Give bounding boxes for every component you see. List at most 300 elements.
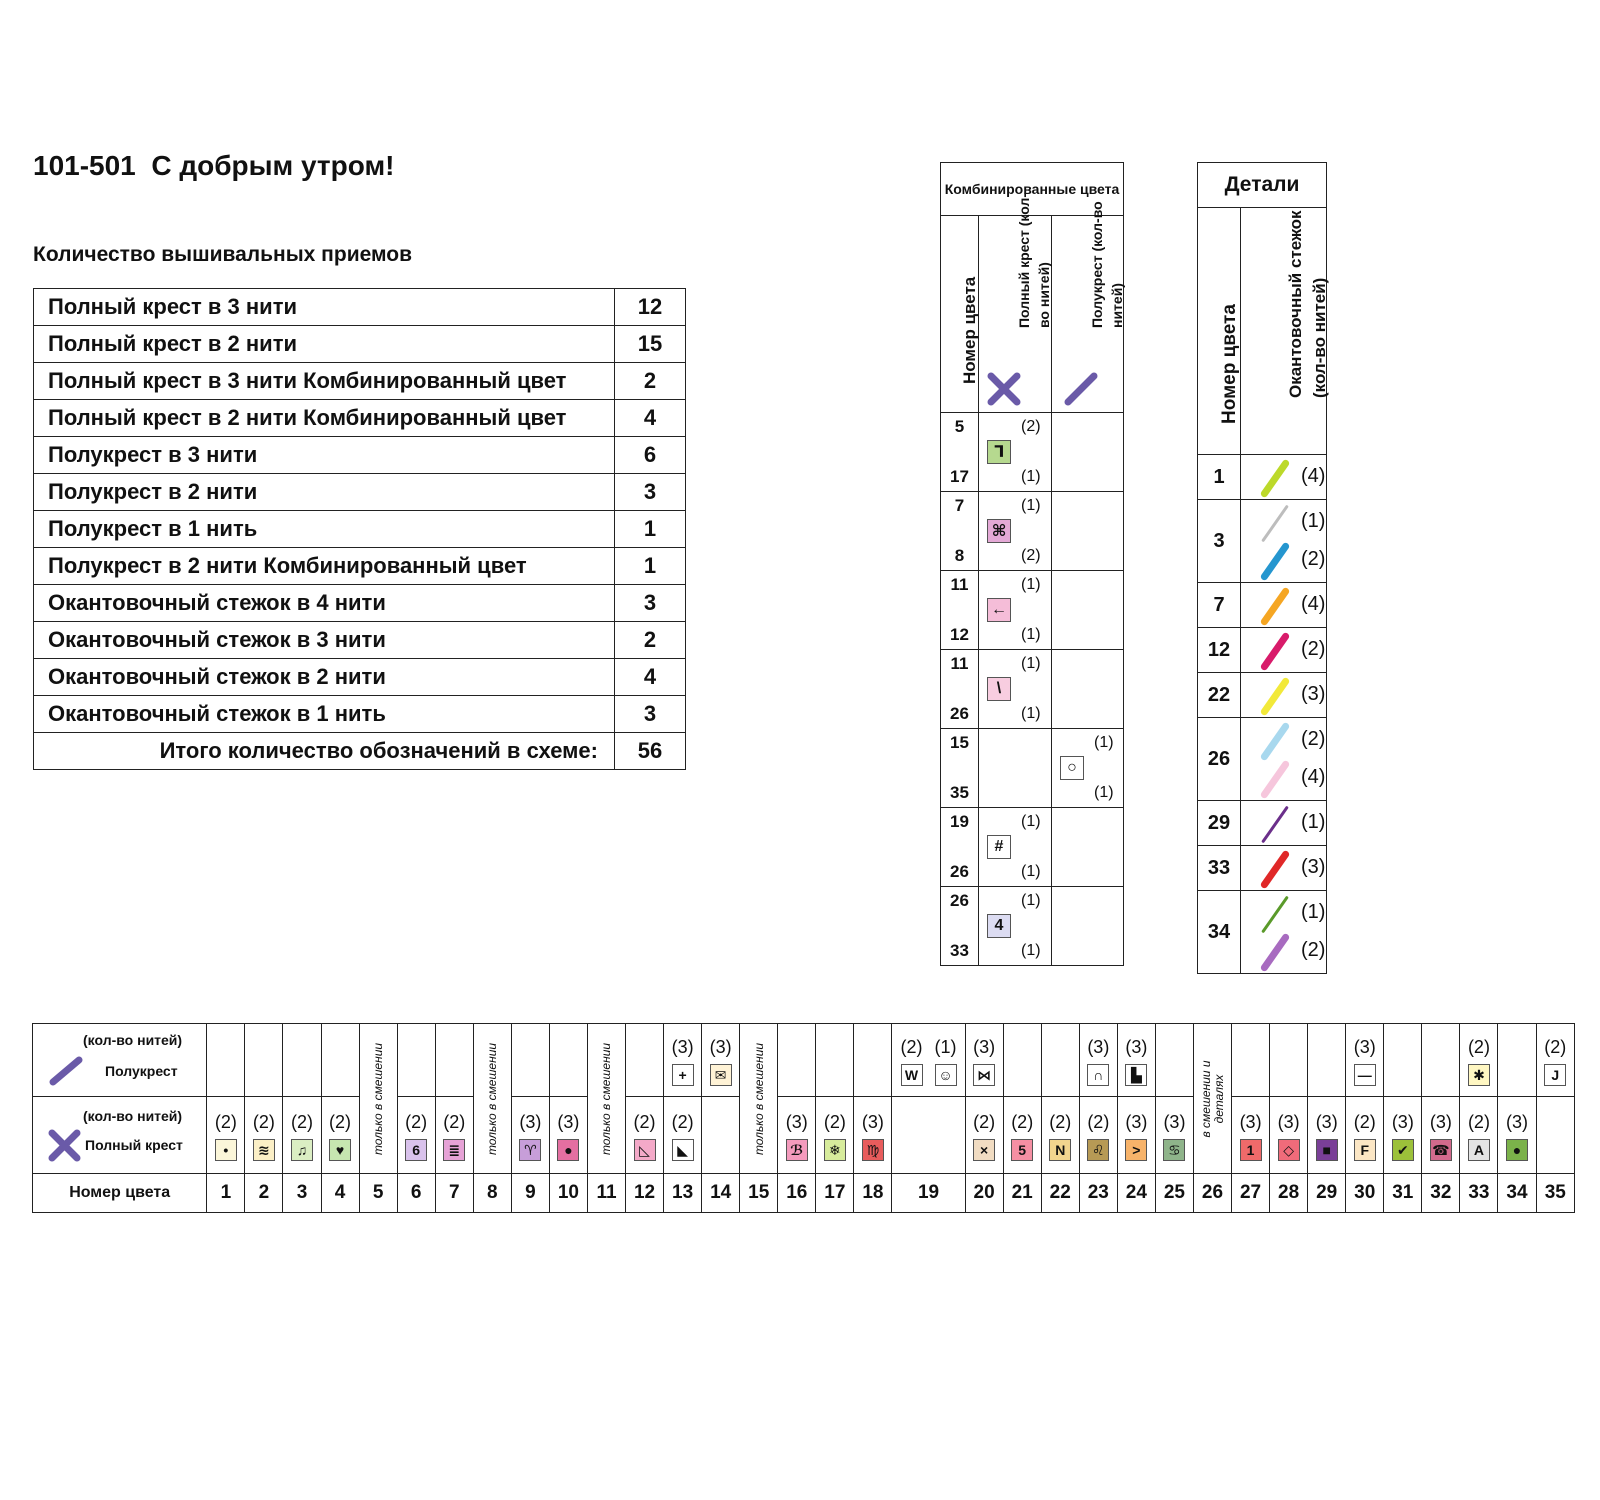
total-row [34, 733, 686, 770]
combo-color-a: 7 [954, 496, 965, 515]
count-value: 12 [615, 289, 686, 326]
color-symbol: ∩ [1087, 1064, 1109, 1086]
color-symbol: × [973, 1139, 995, 1161]
details-row [1198, 583, 1327, 628]
color-symbol: ✔ [1392, 1139, 1414, 1161]
full-cross-icon [47, 1128, 83, 1162]
color-number: 22 [1041, 1174, 1079, 1213]
thread-count: (3) [1125, 1037, 1148, 1057]
full-cross-cell [1270, 1097, 1308, 1174]
stitch-swatch [1260, 932, 1291, 972]
thread-count: (2) [290, 1112, 313, 1132]
color-number: 1 [207, 1174, 245, 1213]
combo-row [941, 413, 1124, 492]
thread-count: (3) [557, 1112, 580, 1132]
combo-symbol: # [987, 835, 1011, 859]
color-number: 4 [321, 1174, 359, 1213]
mix-note: только в смешении [371, 1042, 386, 1155]
half-cross-cell [1155, 1024, 1193, 1097]
count-label: Полный крест в 2 нити [34, 326, 615, 363]
thread-count: (2) [252, 1112, 275, 1132]
stitch-line [1241, 721, 1326, 759]
thread-count: (2) [823, 1112, 846, 1132]
stitch-swatch [1260, 676, 1291, 716]
count-row [34, 437, 686, 474]
count-value: 15 [615, 326, 686, 363]
thread-count: (2) [671, 1112, 694, 1132]
stitch-line [1241, 458, 1326, 496]
color-symbol: ♈ [519, 1139, 541, 1161]
half-cross-cell [283, 1024, 321, 1097]
full-cross-cell [549, 1097, 587, 1174]
stitch-count: (4) [1301, 766, 1326, 788]
count-label: Полный крест в 3 нити Комбинированный цвет [34, 363, 615, 400]
half-cross-cell [778, 1024, 816, 1097]
stitch-line [1241, 676, 1326, 714]
combo-color-a: 5 [954, 417, 965, 436]
details-row [1198, 718, 1327, 801]
stitch-line [1241, 759, 1326, 797]
full-cross-cell [1155, 1097, 1193, 1174]
color-number: 24 [1117, 1174, 1155, 1213]
count-label: Окантовочный стежок в 4 нити [34, 585, 615, 622]
color-symbol: > [1125, 1139, 1147, 1161]
stitch-line [1241, 894, 1326, 932]
combo-color-b: 12 [950, 625, 969, 644]
color-number-label: Номер цвета [33, 1174, 207, 1213]
combo-color-b: 17 [950, 467, 969, 486]
thread-count: (2) [1087, 1112, 1110, 1132]
half-cross-cell [1003, 1024, 1041, 1097]
thread-count: (3) [671, 1037, 694, 1057]
combo-row [941, 571, 1124, 650]
full-cross-cell [892, 1097, 965, 1174]
stitch-swatch [1260, 458, 1291, 498]
half-cross-cell [1079, 1024, 1117, 1097]
color-number: 30 [1346, 1174, 1384, 1213]
color-number: 25 [1155, 1174, 1193, 1213]
count-row [34, 326, 686, 363]
color-symbol: ≋ [253, 1139, 275, 1161]
page-title: 101-501 С добрым утром! [33, 150, 395, 181]
stitch-count: (2) [1301, 548, 1326, 570]
count-label: Полукрест в 2 нити [34, 474, 615, 511]
details-color-number: 22 [1198, 673, 1241, 718]
half-cross-cell [207, 1024, 245, 1097]
stitch-line [1241, 804, 1326, 842]
half-cross-cell [1422, 1024, 1460, 1097]
details-table [1197, 162, 1327, 974]
combo-count-b: (1) [1021, 863, 1041, 880]
color-symbol: ♋ [1163, 1139, 1185, 1161]
full-cross-cell [1346, 1097, 1384, 1174]
count-row [34, 585, 686, 622]
stitch-swatch [1260, 849, 1291, 889]
color-number: 6 [397, 1174, 435, 1213]
count-label: Полный крест в 2 нити Комбинированный цвет [34, 400, 615, 437]
half-cross-cell [321, 1024, 359, 1097]
color-number: 9 [511, 1174, 549, 1213]
color-symbol: ♍ [862, 1139, 884, 1161]
stitch-swatch [1260, 721, 1291, 761]
half-cross-cell [1270, 1024, 1308, 1097]
half-cross-cell [626, 1024, 664, 1097]
stitch-count: (3) [1301, 683, 1326, 705]
stitch-count: (1) [1301, 510, 1326, 532]
details-color-number: 34 [1198, 891, 1241, 974]
color-number: 26 [1193, 1174, 1231, 1213]
combo-count-a: (1) [1021, 576, 1041, 593]
thread-count: (3) [1315, 1112, 1338, 1132]
count-row [34, 511, 686, 548]
half-cross-cell [1536, 1024, 1574, 1097]
color-symbol: 1 [1240, 1139, 1262, 1161]
combo-symbol: ⌘ [987, 519, 1011, 543]
color-number: 8 [473, 1174, 511, 1213]
combo-symbol: ← [987, 598, 1011, 622]
combo-color-b: 26 [950, 862, 969, 881]
thread-count: (3) [785, 1112, 808, 1132]
half-cross-cell [1308, 1024, 1346, 1097]
count-row [34, 363, 686, 400]
stitch-count: (1) [1301, 811, 1326, 833]
half-cross-cell [1232, 1024, 1270, 1097]
count-label: Полукрест в 3 нити [34, 437, 615, 474]
color-symbol: ≣ [443, 1139, 465, 1161]
color-number: 35 [1536, 1174, 1574, 1213]
stitch-swatch [1260, 586, 1291, 626]
color-symbol: N [1049, 1139, 1071, 1161]
thread-count: (2) [214, 1112, 237, 1132]
stitch-count: (4) [1301, 593, 1326, 615]
count-value: 2 [615, 363, 686, 400]
details-color-number: 3 [1198, 500, 1241, 583]
count-row [34, 289, 686, 326]
stitch-swatch [1260, 541, 1291, 581]
full-cross-cell [965, 1097, 1003, 1174]
color-symbol: — [1354, 1064, 1376, 1086]
color-symbol: + [672, 1064, 694, 1086]
full-cross-cell [511, 1097, 549, 1174]
combo-count-b: (1) [1094, 784, 1114, 801]
full-cross-cell [397, 1097, 435, 1174]
full-cross-cell [1003, 1097, 1041, 1174]
details-row [1198, 500, 1327, 583]
details-color-number: 33 [1198, 846, 1241, 891]
count-value: 3 [615, 696, 686, 733]
half-cross-cell [511, 1024, 549, 1097]
count-value: 3 [615, 585, 686, 622]
thread-count: (3) [1163, 1112, 1186, 1132]
combo-count-b: (1) [1021, 705, 1041, 722]
count-row [34, 474, 686, 511]
thread-count: (2) [443, 1112, 466, 1132]
counts-heading: Количество вышивальных приемов [33, 243, 412, 266]
thread-count: (2) [405, 1112, 428, 1132]
combo-color-a: 11 [950, 654, 969, 673]
thread-count: (2) [1467, 1037, 1490, 1057]
combo-symbol: \ [987, 677, 1011, 701]
stitch-count: (1) [1301, 901, 1326, 923]
combo-row [941, 650, 1124, 729]
color-symbol: W [901, 1064, 923, 1086]
combo-color-b: 33 [950, 941, 969, 960]
combo-count-b: (1) [1021, 942, 1041, 959]
full-cross-cell [1232, 1097, 1270, 1174]
count-label: Полукрест в 1 нить [34, 511, 615, 548]
count-value: 1 [615, 511, 686, 548]
thread-count: (1) [934, 1037, 957, 1057]
thread-count: (3) [1277, 1112, 1300, 1132]
color-number: 3 [283, 1174, 321, 1213]
count-row [34, 696, 686, 733]
stitch-count: (3) [1301, 856, 1326, 878]
half-cross-cell [1384, 1024, 1422, 1097]
full-cross-cell [435, 1097, 473, 1174]
color-symbol: ♌ [1087, 1139, 1109, 1161]
color-number: 12 [626, 1174, 664, 1213]
thread-count: (2) [973, 1112, 996, 1132]
combo-color-a: 11 [950, 575, 969, 594]
details-row [1198, 846, 1327, 891]
half-cross-icon [1064, 372, 1098, 406]
thread-count: (2) [1353, 1112, 1376, 1132]
color-number: 16 [778, 1174, 816, 1213]
color-symbol: 6 [405, 1139, 427, 1161]
stitch-swatch [1260, 759, 1291, 799]
full-cross-cell [1384, 1097, 1422, 1174]
full-cross-label: Полный крест [85, 1137, 183, 1153]
color-symbol: F [1354, 1139, 1376, 1161]
stitch-count: (4) [1301, 465, 1326, 487]
thread-count: (3) [973, 1037, 996, 1057]
color-symbol: ☺ [935, 1064, 957, 1086]
full-cross-cell [1460, 1097, 1498, 1174]
color-number: 11 [587, 1174, 625, 1213]
color-number: 27 [1232, 1174, 1270, 1213]
color-number: 28 [1270, 1174, 1308, 1213]
count-value: 2 [615, 622, 686, 659]
combo-count-a: (1) [1094, 734, 1114, 751]
thread-count: (2) [633, 1112, 656, 1132]
half-cross-cell [1498, 1024, 1536, 1097]
count-value: 3 [615, 474, 686, 511]
color-symbol: ♥ [329, 1139, 351, 1161]
color-symbol: ✉ [710, 1064, 732, 1086]
stitch-swatch [1261, 806, 1289, 844]
combo-number-header: Номер цвета [959, 276, 979, 384]
count-row [34, 659, 686, 696]
details-color-number: 7 [1198, 583, 1241, 628]
thread-count: (2) [1011, 1112, 1034, 1132]
color-symbol: ♫ [291, 1139, 313, 1161]
thread-count: (2) [1467, 1112, 1490, 1132]
thread-count: (3) [1391, 1112, 1414, 1132]
color-number: 23 [1079, 1174, 1117, 1213]
thread-count: (3) [709, 1037, 732, 1057]
stitch-count: (2) [1301, 638, 1326, 660]
combo-color-b: 35 [950, 783, 969, 802]
stitch-line [1241, 849, 1326, 887]
mix-note: только в смешении [485, 1042, 500, 1155]
color-number: 17 [816, 1174, 854, 1213]
details-color-number: 26 [1198, 718, 1241, 801]
full-cross-cell [702, 1097, 740, 1174]
count-value: 1 [615, 548, 686, 585]
full-cross-cell [1079, 1097, 1117, 1174]
count-value: 4 [615, 659, 686, 696]
combo-symbol: ⅂ [987, 440, 1011, 464]
combo-count-b: (2) [1021, 547, 1041, 564]
combo-count-a: (1) [1021, 892, 1041, 909]
full-cross-cell [1422, 1097, 1460, 1174]
combo-color-a: 15 [950, 733, 969, 752]
color-symbol: ◇ [1278, 1139, 1300, 1161]
color-number: 2 [245, 1174, 283, 1213]
color-number: 21 [1003, 1174, 1041, 1213]
stitch-count: (2) [1301, 728, 1326, 750]
details-color-number: 12 [1198, 628, 1241, 673]
stitch-swatch [1261, 896, 1289, 934]
stitch-line [1241, 586, 1326, 624]
thread-count: (2) [1049, 1112, 1072, 1132]
color-symbol: ◣ [672, 1139, 694, 1161]
combo-count-a: (1) [1021, 813, 1041, 830]
color-symbol: ● [1506, 1139, 1528, 1161]
color-symbol: ☎ [1430, 1139, 1452, 1161]
color-number: 18 [854, 1174, 892, 1213]
thread-count: (3) [1506, 1112, 1528, 1132]
color-symbol: ✱ [1468, 1064, 1490, 1086]
stitch-line [1241, 541, 1326, 579]
full-cross-cell [816, 1097, 854, 1174]
details-row [1198, 891, 1327, 974]
thread-count: (2) [1544, 1037, 1567, 1057]
technique-count-table [33, 288, 686, 770]
full-cross-cell [626, 1097, 664, 1174]
stitch-line [1241, 503, 1326, 541]
half-cross-cell [1117, 1024, 1155, 1097]
stitch-line [1241, 932, 1326, 970]
half-cross-cell [397, 1024, 435, 1097]
combined-colors-table [940, 162, 1124, 966]
color-symbol: ■ [1316, 1139, 1338, 1161]
thread-count: (3) [1353, 1037, 1376, 1057]
details-color-number: 29 [1198, 801, 1241, 846]
color-number: 13 [664, 1174, 702, 1213]
thread-count: (2) [329, 1112, 352, 1132]
color-symbol: ❄ [824, 1139, 846, 1161]
full-cross-cell [1041, 1097, 1079, 1174]
combo-symbol: 4 [987, 914, 1011, 938]
combo-cross-header: Полный крест (кол-во нитей) [1016, 192, 1052, 328]
color-number: 10 [549, 1174, 587, 1213]
stitch-swatch [1261, 505, 1289, 543]
half-cross-cell [702, 1024, 740, 1097]
color-number: 19 [892, 1174, 965, 1213]
color-number: 32 [1422, 1174, 1460, 1213]
combo-color-b: 8 [954, 546, 965, 565]
half-cross-cell [854, 1024, 892, 1097]
details-number-header: Номер цвета [1219, 304, 1240, 424]
half-cross-cell [892, 1024, 965, 1097]
count-row [34, 400, 686, 437]
count-label: Полукрест в 2 нити Комбинированный цвет [34, 548, 615, 585]
details-row [1198, 628, 1327, 673]
full-cross-cell [1117, 1097, 1155, 1174]
details-row [1198, 673, 1327, 718]
combo-color-b: 26 [950, 704, 969, 723]
color-symbol: 5 [1011, 1139, 1033, 1161]
thread-count: (3) [1239, 1112, 1262, 1132]
stitch-line [1241, 631, 1326, 669]
half-cross-cell [965, 1024, 1003, 1097]
half-cross-cell [664, 1024, 702, 1097]
color-key-table [32, 1023, 1575, 1213]
count-label: Окантовочный стежок в 2 нити [34, 659, 615, 696]
total-label: Итого количество обозначений в схеме: [34, 733, 615, 770]
color-symbol: ℬ [786, 1139, 808, 1161]
color-number: 15 [740, 1174, 778, 1213]
count-label: Окантовочный стежок в 1 нить [34, 696, 615, 733]
mix-note: только в смешении [599, 1042, 614, 1155]
combo-row [941, 808, 1124, 887]
details-row [1198, 801, 1327, 846]
thread-count: (3) [1087, 1037, 1110, 1057]
mix-note: в смешении и деталях [1198, 1059, 1226, 1138]
combo-count-a: (2) [1021, 418, 1041, 435]
count-row [34, 622, 686, 659]
details-row [1198, 455, 1327, 500]
count-value: 4 [615, 400, 686, 437]
color-symbol: ⋈ [973, 1064, 995, 1086]
total-value: 56 [615, 733, 686, 770]
full-cross-cell [664, 1097, 702, 1174]
combo-row [941, 492, 1124, 571]
full-cross-cell [283, 1097, 321, 1174]
details-stitch-header: Окантовочный стежок (кол-во нитей) [1285, 210, 1329, 399]
stitch-swatch [1260, 631, 1291, 671]
color-symbol: A [1468, 1139, 1490, 1161]
thread-count: (3) [1125, 1112, 1148, 1132]
half-cross-cell [1041, 1024, 1079, 1097]
color-symbol: • [215, 1139, 237, 1161]
half-threads-label: (кол-во нитей) [83, 1032, 183, 1048]
full-cross-cell [245, 1097, 283, 1174]
color-number: 33 [1460, 1174, 1498, 1213]
color-symbol: ▙ [1125, 1064, 1147, 1086]
half-cross-cell [245, 1024, 283, 1097]
combo-color-a: 19 [950, 812, 969, 831]
combo-half-header: Полукрест (кол-во нитей) [1088, 201, 1125, 328]
combo-count-a: (1) [1021, 497, 1041, 514]
half-cross-cell [816, 1024, 854, 1097]
half-cross-label: Полукрест [105, 1063, 178, 1079]
half-cross-cell [435, 1024, 473, 1097]
color-number: 7 [435, 1174, 473, 1213]
count-label: Окантовочный стежок в 3 нити [34, 622, 615, 659]
half-cross-cell [1346, 1024, 1384, 1097]
mix-note: только в смешении [751, 1042, 766, 1155]
half-cross-cell [549, 1024, 587, 1097]
details-color-number: 1 [1198, 455, 1241, 500]
combo-count-a: (1) [1021, 655, 1041, 672]
count-row [34, 548, 686, 585]
color-number: 29 [1308, 1174, 1346, 1213]
count-label: Полный крест в 3 нити [34, 289, 615, 326]
combo-row [941, 887, 1124, 966]
combined-colors-header: Комбинированные цвета [941, 163, 1124, 216]
